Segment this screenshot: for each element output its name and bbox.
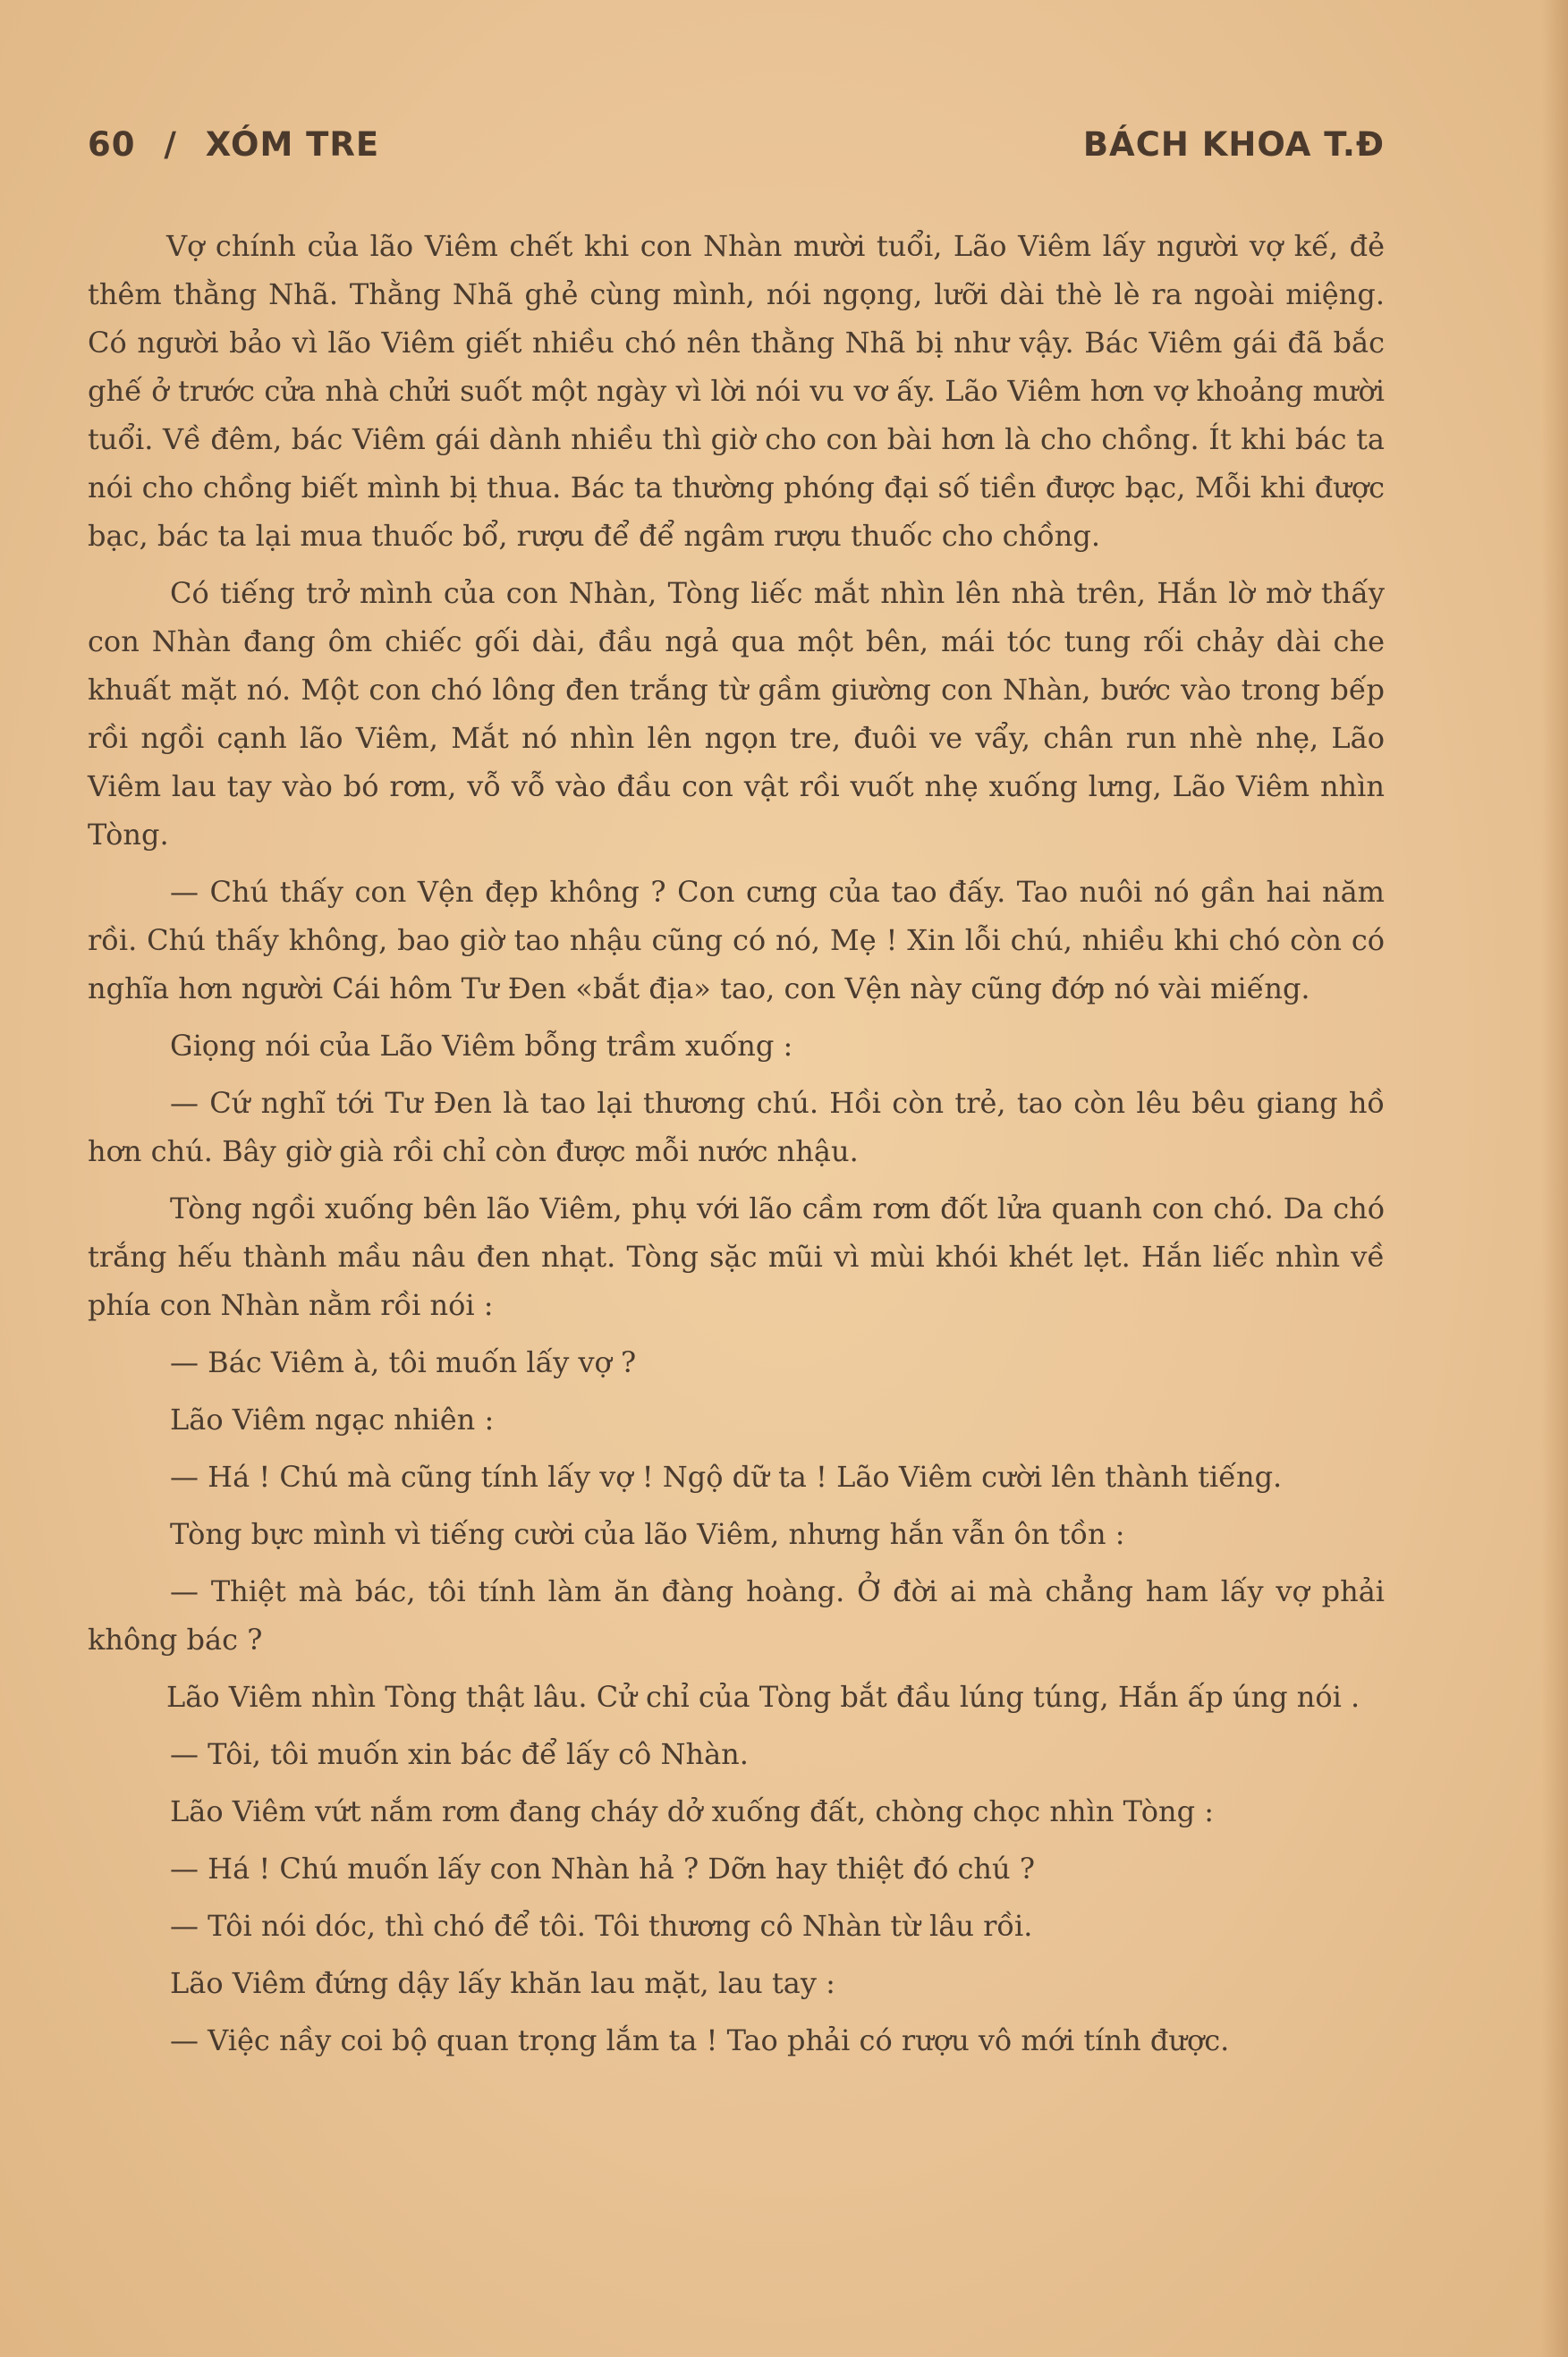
- page-number: 60: [88, 125, 136, 164]
- page-body-text: [88, 222, 1385, 2073]
- paragraph: Lão Viêm vứt nắm rơm đang cháy dở xuống đất, chòng chọc nhìn Tòng :: [170, 1794, 1215, 1828]
- paragraph: Lão Viêm nhìn Tòng thật lâu. Cử chỉ của Tòng bắt đầu lúng túng, Hắn ấp úng nói .: [166, 1680, 1360, 1714]
- dialogue-paragraph: — Tôi nói dóc, thì chó để tôi. Tôi thương cô Nhàn từ lâu rồi.: [170, 1909, 1033, 1943]
- dialogue-paragraph: — Bác Viêm à, tôi muốn lấy vợ ?: [170, 1345, 637, 1379]
- page-edge-shadow: [1541, 0, 1568, 2357]
- section-title: XÓM TRE: [205, 125, 380, 164]
- paragraph: Tòng bực mình vì tiếng cười của lão Viêm, nhưng hắn vẫn ôn tồn :: [170, 1517, 1125, 1551]
- paragraph: Có tiếng trở mình của con Nhàn, Tòng liếc mắt nhìn lên nhà trên, Hắn lờ mờ thấy con Nhàn đang ôm chiếc gối dài, đầu ngả qua một bên, mái tóc tung rối chảy dài che khuất mặt nó. Một con chó lông đen trắng từ gầm giường con Nhàn, bước vào trong bếp rồi ngồi cạnh lão Viêm, Mắt nó nhìn lên ngọn tre, đuôi ve vẩy, chân run nhè nhẹ, Lão Viêm lau tay vào bó rơm, vỗ vỗ vào đầu con vật rồi vuốt nhẹ xuống lưng, Lão Viêm nhìn Tòng.: [88, 576, 1385, 852]
- header-left: [88, 125, 395, 164]
- header-separator: /: [164, 125, 177, 164]
- dialogue-paragraph: — Chú thấy con Vện đẹp không ? Con cưng của tao đấy. Tao nuôi nó gần hai năm rồi. Chú thấy không, bao giờ tao nhậu cũng có nó, Mẹ ! Xin lỗi chú, nhiều khi chó còn có nghĩa hơn người Cái hôm Tư Đen «bắt địa» tao, con Vện này cũng đớp nó vài miếng.: [88, 875, 1385, 1005]
- dialogue-paragraph: — Cứ nghĩ tới Tư Đen là tao lại thương chú. Hồi còn trẻ, tao còn lêu bêu giang hồ hơn chú. Bây giờ già rồi chỉ còn được mỗi nước nhậu.: [88, 1086, 1385, 1168]
- dialogue-paragraph: — Tôi, tôi muốn xin bác để lấy cô Nhàn.: [170, 1737, 749, 1771]
- dialogue-paragraph: — Việc nầy coi bộ quan trọng lắm ta ! Tao phải có rượu vô mới tính được.: [170, 2023, 1230, 2057]
- dialogue-paragraph: — Há ! Chú muốn lấy con Nhàn hả ? Dỡn hay thiệt đó chú ?: [170, 1852, 1035, 1886]
- running-header: [88, 125, 1385, 164]
- publication-title: BÁCH KHOA T.Đ: [1082, 125, 1385, 164]
- paragraph: Tòng ngồi xuống bên lão Viêm, phụ với lão cầm rơm đốt lửa quanh con chó. Da chó trắng hếu thành mầu nâu đen nhạt. Tòng sặc mũi vì mùi khói khét lẹt. Hắn liếc nhìn về phía con Nhàn nằm rồi nói :: [88, 1191, 1385, 1322]
- paragraph: Lão Viêm ngạc nhiên :: [170, 1403, 495, 1437]
- paragraph: Lão Viêm đứng dậy lấy khăn lau mặt, lau tay :: [170, 1966, 835, 2000]
- paragraph: Giọng nói của Lão Viêm bỗng trầm xuống :: [170, 1029, 793, 1063]
- dialogue-paragraph: — Há ! Chú mà cũng tính lấy vợ ! Ngộ dữ ta ! Lão Viêm cười lên thành tiếng.: [170, 1460, 1283, 1494]
- paragraph: Vợ chính của lão Viêm chết khi con Nhàn mười tuổi, Lão Viêm lấy người vợ kế, đẻ thêm thằng Nhã. Thằng Nhã ghẻ cùng mình, nói ngọng, lưỡi dài thè lè ra ngoài miệng. Có người bảo vì lão Viêm giết nhiều chó nên thằng Nhã bị như vậy. Bác Viêm gái đã bắc ghế ở trước cửa nhà chửi suốt một ngày vì lời nói vu vơ ấy. Lão Viêm hơn vợ khoảng mười tuổi. Về đêm, bác Viêm gái dành nhiều thì giờ cho con bài hơn là cho chồng. Ít khi bác ta nói cho chồng biết mình bị thua. Bác ta thường phóng đại số tiền được bạc, Mỗi khi được bạc, bác ta lại mua thuốc bổ, rượu để để ngâm rượu thuốc cho chồng.: [88, 229, 1385, 553]
- dialogue-paragraph: — Thiệt mà bác, tôi tính làm ăn đàng hoàng. Ở đời ai mà chẳng ham lấy vợ phải không bác ?: [88, 1574, 1385, 1657]
